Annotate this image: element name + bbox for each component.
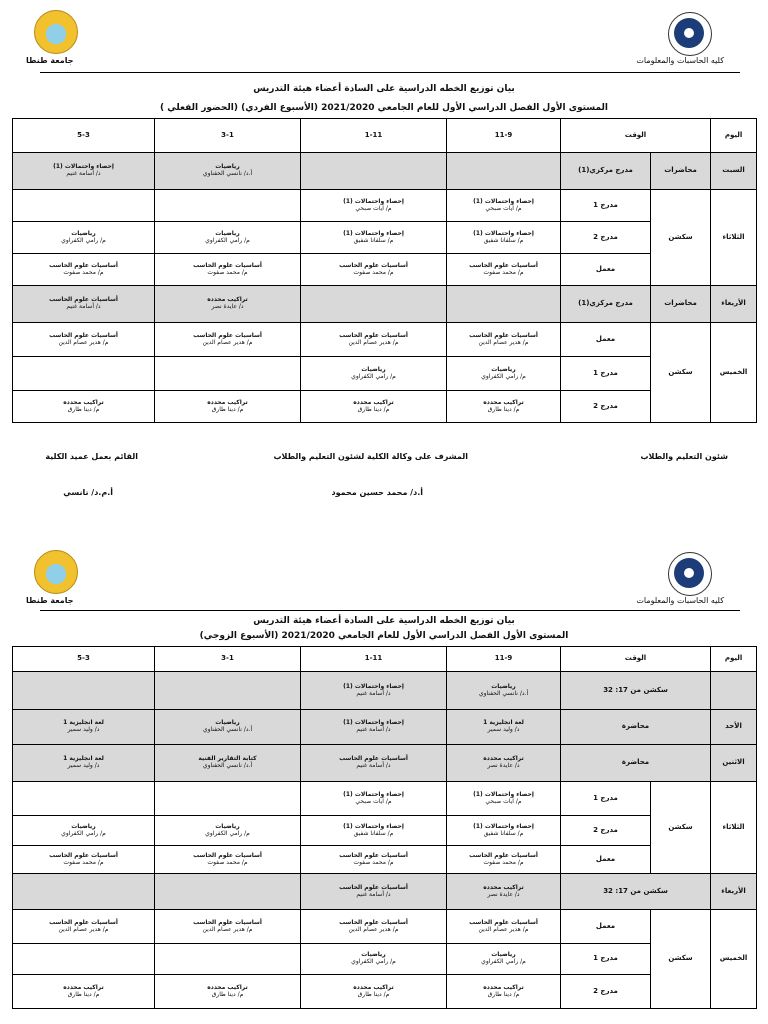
session-type: سكشن	[651, 910, 711, 1009]
day-label: الثلاثاء	[711, 782, 757, 874]
day-column-header: اليوم	[711, 647, 757, 672]
signature-vice-dean-name: أ.د/ محمد حسين محمود	[331, 488, 423, 497]
schedule-cell	[301, 286, 447, 323]
schedule-cell: رياضيات م/ رامي الكفراوي	[447, 357, 561, 391]
schedule-cell: تراكيب محدده م/ دينا طارق	[155, 975, 301, 1009]
schedule-cell: رياضيات م/ رامي الكفراوي	[301, 944, 447, 975]
schedule-table	[12, 646, 757, 1009]
session-type: محاضرات	[651, 153, 711, 190]
schedule-cell: إحصاء واحتمالات (1) د/ أسامة غنيم	[301, 710, 447, 745]
venue-cell: مدرج 1	[561, 782, 651, 816]
schedule-cell: أساسيات علوم الحاسب م/ هدير عصام الدين	[13, 910, 155, 944]
schedule-cell: إحصاء واحتمالات (1) م/ آيات صبحي	[301, 190, 447, 222]
schedule-cell: أساسيات علوم الحاسب م/ هدير عصام الدين	[13, 323, 155, 357]
faculty-logo	[668, 552, 712, 596]
schedule-subtitle: المستوى الأول الفصل الدراسي الأول للعام الجامعي 2021/2020 (الأسبوع الفردي) (الحضور الفعلي )	[160, 103, 608, 113]
schedule-cell	[13, 782, 155, 816]
schedule-cell: أساسيات علوم الحاسب م/ هدير عصام الدين	[447, 323, 561, 357]
session-type: سكشن	[651, 190, 711, 286]
schedule-cell: تراكيب محدده د/ عايدة نصر	[447, 745, 561, 782]
schedule-cell: تراكيب محدده م/ دينا طارق	[155, 391, 301, 423]
tanta-university-logo	[34, 10, 78, 54]
faculty-label: كليه الحاسبات والمعلومات	[636, 56, 724, 65]
venue-cell: مدرج مركزي(1)	[561, 153, 651, 190]
schedule-cell: رياضيات أ.د/ نانسي الحفناوي	[155, 153, 301, 190]
time-header: 1-11	[301, 647, 447, 672]
schedule-cell	[13, 357, 155, 391]
schedule-cell	[155, 874, 301, 910]
schedule-cell: أساسيات علوم الحاسب م/ محمد صفوت	[301, 846, 447, 874]
session-type: محاضرة	[561, 710, 711, 745]
day-label: الأربعاء	[711, 874, 757, 910]
schedule-cell: أساسيات علوم الحاسب د/ أسامة غنيم	[301, 745, 447, 782]
schedule-cell	[301, 153, 447, 190]
session-type: محاضرة	[561, 745, 711, 782]
time-column-header: الوقت	[561, 119, 711, 153]
session-type: سكشن	[651, 323, 711, 423]
schedule-cell: أساسيات علوم الحاسب م/ محمد صفوت	[447, 254, 561, 286]
time-header: 1-11	[301, 119, 447, 153]
schedule-cell	[13, 672, 155, 710]
venue-cell: مدرج 1	[561, 944, 651, 975]
schedule-cell: أساسيات علوم الحاسب م/ هدير عصام الدين	[155, 323, 301, 357]
tanta-university-label: جامعة طنطا	[26, 56, 74, 65]
signature-student-affairs: شئون التعليم والطلاب	[640, 452, 728, 461]
schedule-cell: رياضيات م/ رامي الكفراوي	[155, 222, 301, 254]
schedule-cell: أساسيات علوم الحاسب م/ هدير عصام الدين	[301, 910, 447, 944]
schedule-cell: إحصاء واحتمالات (1) د/ أسامة غنيم	[301, 672, 447, 710]
schedule-cell: أساسيات علوم الحاسب م/ محمد صفوت	[13, 846, 155, 874]
schedule-cell	[447, 286, 561, 323]
schedule-cell: رياضيات م/ رامي الكفراوي	[155, 816, 301, 846]
schedule-cell: تراكيب محدده م/ دينا طارق	[447, 391, 561, 423]
schedule-cell: أساسيات علوم الحاسب د/ أسامة غنيم	[301, 874, 447, 910]
schedule-title: بيان توزيع الخطه الدراسية على السادة أعضاء هيئة التدريس	[253, 84, 515, 94]
schedule-page-2	[0, 540, 768, 1024]
schedule-cell: أساسيات علوم الحاسب م/ محمد صفوت	[447, 846, 561, 874]
session-type: محاضرات	[651, 286, 711, 323]
venue-cell: مدرج 2	[561, 816, 651, 846]
schedule-subtitle: المستوى الأول الفصل الدراسي الأول للعام الجامعي 2021/2020 (الأسبوع الزوجي)	[199, 631, 569, 641]
schedule-cell: رياضيات أ.د/ نانسي الحفناوي	[155, 710, 301, 745]
schedule-cell: إحصاء واحتمالات (1) م/ آيات صبحي	[301, 782, 447, 816]
schedule-cell	[13, 874, 155, 910]
day-label: السبت	[711, 153, 757, 190]
schedule-cell: أساسيات علوم الحاسب د/ أسامة غنيم	[13, 286, 155, 323]
day-label: الاثنين	[711, 745, 757, 782]
schedule-cell: تراكيب محدده م/ دينا طارق	[301, 391, 447, 423]
time-note: سكشن من 17: 32	[561, 874, 711, 910]
schedule-cell: أساسيات علوم الحاسب م/ محمد صفوت	[155, 254, 301, 286]
venue-cell: مدرج 2	[561, 391, 651, 423]
venue-cell: مدرج مركزي(1)	[561, 286, 651, 323]
venue-cell: معمل	[561, 254, 651, 286]
schedule-cell: تراكيب محدده م/ دينا طارق	[13, 391, 155, 423]
schedule-cell: تراكيب محدده د/ عايدة نصر	[155, 286, 301, 323]
header-divider	[40, 72, 740, 73]
day-label: الأحد	[711, 710, 757, 745]
schedule-cell: لغة انجليزية 1 د/ وليد سمير	[447, 710, 561, 745]
schedule-cell: رياضيات م/ رامي الكفراوي	[301, 357, 447, 391]
faculty-logo	[668, 12, 712, 56]
schedule-cell	[13, 190, 155, 222]
schedule-cell	[155, 944, 301, 975]
schedule-cell: رياضيات م/ رامي الكفراوي	[13, 816, 155, 846]
time-note: سكشن من 17: 32	[561, 672, 711, 710]
schedule-cell: أساسيات علوم الحاسب م/ هدير عصام الدين	[155, 910, 301, 944]
time-header: 3-1	[155, 647, 301, 672]
day-label: الأربعاء	[711, 286, 757, 323]
time-header: 5-3	[13, 119, 155, 153]
venue-cell: مدرج 2	[561, 222, 651, 254]
schedule-cell: إحصاء واحتمالات (1) م/ سلفانا شفيق	[301, 222, 447, 254]
schedule-cell: إحصاء واحتمالات (1) م/ آيات صبحي	[447, 190, 561, 222]
signature-dean-name: أ.م.د/ نانسي	[63, 488, 113, 497]
schedule-cell: أساسيات علوم الحاسب م/ محمد صفوت	[301, 254, 447, 286]
venue-cell: معمل	[561, 910, 651, 944]
schedule-cell: تراكيب محدده م/ دينا طارق	[301, 975, 447, 1009]
time-header: 5-3	[13, 647, 155, 672]
venue-cell: معمل	[561, 846, 651, 874]
schedule-cell	[155, 357, 301, 391]
venue-cell: مدرج 1	[561, 190, 651, 222]
header-divider	[40, 610, 740, 611]
schedule-cell: إحصاء واحتمالات (1) م/ سلفانا شفيق	[447, 222, 561, 254]
session-type: سكشن	[651, 782, 711, 874]
schedule-cell: إحصاء واحتمالات (1) م/ سلفانا شفيق	[301, 816, 447, 846]
schedule-cell: تراكيب محدده م/ دينا طارق	[447, 975, 561, 1009]
schedule-cell: لغة انجليزية 1 د/ وليد سمير	[13, 710, 155, 745]
schedule-cell	[155, 782, 301, 816]
schedule-cell: كتابة التقارير الفنية أ.د/ نانسي الحفناوي	[155, 745, 301, 782]
schedule-cell: رياضيات أ.د/ نانسي الحفناوي	[447, 672, 561, 710]
schedule-cell: إحصاء واحتمالات (1) د/ أسامة غنيم	[13, 153, 155, 190]
day-label: الخميس	[711, 910, 757, 1009]
schedule-title: بيان توزيع الخطه الدراسية على السادة أعضاء هيئة التدريس	[253, 616, 515, 626]
schedule-cell	[447, 153, 561, 190]
schedule-cell: أساسيات علوم الحاسب م/ محمد صفوت	[13, 254, 155, 286]
schedule-cell: رياضيات م/ رامي الكفراوي	[447, 944, 561, 975]
day-label	[711, 672, 757, 710]
venue-cell: معمل	[561, 323, 651, 357]
tanta-university-logo	[34, 550, 78, 594]
schedule-cell: أساسيات علوم الحاسب م/ هدير عصام الدين	[301, 323, 447, 357]
schedule-cell: إحصاء واحتمالات (1) م/ سلفانا شفيق	[447, 816, 561, 846]
schedule-cell: تراكيب محدده م/ دينا طارق	[13, 975, 155, 1009]
schedule-cell	[155, 672, 301, 710]
schedule-cell: أساسيات علوم الحاسب م/ محمد صفوت	[155, 846, 301, 874]
schedule-table	[12, 118, 757, 423]
tanta-university-label: جامعة طنطا	[26, 596, 74, 605]
time-header: 3-1	[155, 119, 301, 153]
time-header: 11-9	[447, 119, 561, 153]
faculty-label: كليه الحاسبات والمعلومات	[636, 596, 724, 605]
time-header: 11-9	[447, 647, 561, 672]
day-label: الخميس	[711, 323, 757, 423]
schedule-cell: رياضيات م/ رامي الكفراوي	[13, 222, 155, 254]
venue-cell: مدرج 2	[561, 975, 651, 1009]
schedule-cell	[155, 190, 301, 222]
schedule-cell: لغة انجليزية 1 د/ وليد سمير	[13, 745, 155, 782]
schedule-cell: أساسيات علوم الحاسب م/ هدير عصام الدين	[447, 910, 561, 944]
day-column-header: اليوم	[711, 119, 757, 153]
schedule-cell	[13, 944, 155, 975]
signature-vice-dean-title: المشرف على وكالة الكلية لشئون التعليم والطلاب	[273, 452, 468, 461]
schedule-cell: إحصاء واحتمالات (1) م/ آيات صبحي	[447, 782, 561, 816]
day-label: الثلاثاء	[711, 190, 757, 286]
signature-dean-title: القائم بعمل عميد الكلية	[45, 452, 138, 461]
venue-cell: مدرج 1	[561, 357, 651, 391]
schedule-cell: تراكيب محدده د/ عايدة نصر	[447, 874, 561, 910]
time-column-header: الوقت	[561, 647, 711, 672]
